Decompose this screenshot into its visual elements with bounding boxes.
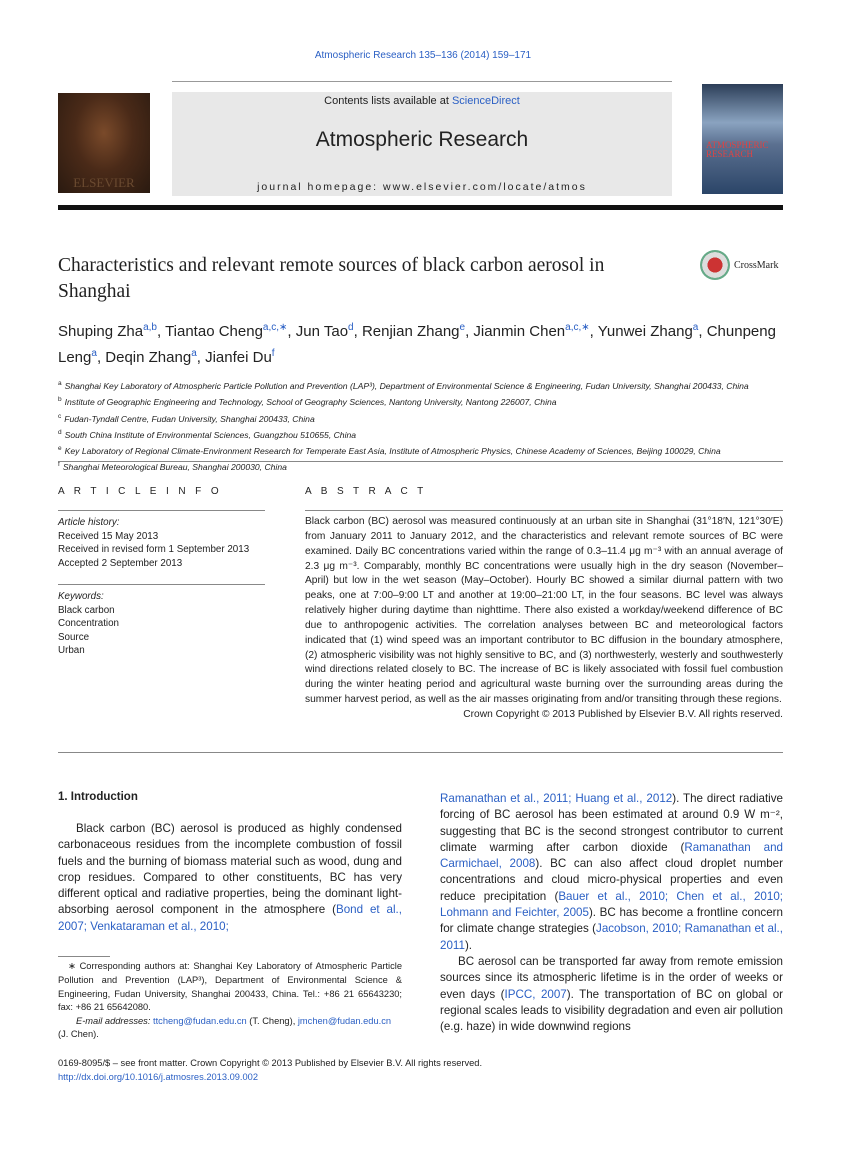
author-list: Shuping Zha$^{a,b}$, Tiantao Cheng$^{a,c,∗}$, Jun Tao$^d$, Renjian Zhang$^e$, Jianmin Chen$^{a,c,∗}$, Yunwei Zhang$^a$, Chunpeng Leng$^a$, Deqin Zhang$^a$, Jianfei Du$^f$ xyxy=(58,322,776,366)
divider xyxy=(305,510,783,511)
author-affiliation-marker[interactable]: a xyxy=(91,348,97,359)
affiliation-marker: b xyxy=(58,396,62,404)
footnote-divider xyxy=(58,956,110,957)
author: Jianfei Du xyxy=(205,349,272,366)
doi-link[interactable]: http://dx.doi.org/10.1016/j.atmosres.2013.09.002 xyxy=(58,1072,259,1082)
author-affiliation-marker[interactable]: e xyxy=(459,322,466,333)
history-revised: Received in revised form 1 September 2013 xyxy=(58,544,250,556)
email-owner: (T. Cheng), xyxy=(246,1015,298,1026)
author-affiliation-marker[interactable]: d xyxy=(348,322,354,333)
left-column xyxy=(58,789,483,1084)
paragraph-text: Black carbon (BC) aerosol is produced as highly condensed carbonaceous residues from the incomplete combustion of fossil fuels and the burning of biomass material such as wood, dung and crop residues. Compared to other constituents, BC has very different optical and radiative properties, being the dominant light-absorbing aerosol component in the atmosphere ( xyxy=(58,822,402,917)
front-matter: 0169-8095/$ – see front matter. Crown Copyright © 2013 Published by Elsevier B.V. All rights reserved. xyxy=(58,1058,483,1068)
divider xyxy=(58,584,265,585)
affiliation-marker: c xyxy=(58,412,62,420)
divider xyxy=(58,461,783,462)
affiliation-marker: a xyxy=(58,380,62,387)
affiliation-text: South China Institute of Environmental Sciences, Guangzhou 510655, China xyxy=(64,429,357,440)
header-thick-rule xyxy=(58,205,783,210)
abstract-copyright: Crown Copyright © 2013 Published by Elsevier B.V. All rights reserved. xyxy=(463,708,783,720)
citation-link[interactable]: Bauer et al., 2010; Chen et al., 2010; Lohmann and Feichter, 2005 xyxy=(440,889,783,920)
affiliation xyxy=(58,377,788,393)
author: Renjian Zhang xyxy=(361,323,460,340)
citation-link[interactable]: IPCC, 2007 xyxy=(504,987,567,1001)
paragraph-text: ). BC has become a frontline concern for climate change strategies ( xyxy=(440,906,783,936)
author-affiliation-marker[interactable]: a,b xyxy=(143,322,157,333)
affiliation-marker: d xyxy=(58,428,62,436)
citation-link[interactable]: Bond et al., 2007; Venkataraman et al., 2010; xyxy=(58,903,402,933)
author: Deqin Zhang xyxy=(105,349,192,366)
paragraph-text: BC aerosol can be transported far away from remote emission sources since its atmospheric lifetime is in the order of weeks or even days ( xyxy=(440,954,783,1001)
divider xyxy=(58,752,783,753)
citation-link[interactable]: Jacobson, 2010; Ramanathan et al., 2011 xyxy=(440,922,783,952)
affiliation-text: Institute of Geographic Engineering and Technology, School of Geography Sciences, Nantong University, Nantong 226007, China xyxy=(64,397,557,408)
abstract-text: Black carbon (BC) aerosol was measured continuously at an urban site in Shanghai (31°18′N, 121°30′E) from January 2011 to January 2012, and the characteristics and relevant remote sources of BC were examined. Daily BC concentrations varied within the range of 0.3–11.4 μg m⁻³ with an annual average of 2.3 μg m⁻³. Comparably, monthly BC concentrations were usually high in the dry season (November–April) but low in the wet season (May–October). Hourly BC showed a similar diurnal pattern with two peaks, one at 7:00–9:00 LT and another at 19:00–21:00 LT, in the four seasons. BC level was always relatively higher during daytime than nighttime. There also existed a workday/weekend difference of BC due to anthropogenic activities. The correlation analyses between BC and meteorological factors indicated that (1) wind speed was an important contributor to BC diffusion in the boundary atmosphere, (2) atmospheric visibility was not highly sensitive to BC, and (3) northwesterly, westerly and southwesterly wind directions related closely to BC. The increase of BC is likely associated with fossil fuel combustion during the winter heating period and agricultural waste burning over the surrounding areas during the summer harvest period, as well as the air masses originating from and/or transiting through these regions. xyxy=(305,516,783,706)
section-heading: 1. Introduction xyxy=(58,791,138,803)
affiliation-marker: f xyxy=(58,461,60,469)
history-received: Received 15 May 2013 xyxy=(58,530,159,542)
citation-link[interactable]: Ramanathan et al., 2011; Huang et al., 2012 xyxy=(440,792,673,805)
intro-paragraph xyxy=(440,954,783,1035)
author: Jianmin Chen xyxy=(473,323,566,340)
keyword: Source xyxy=(58,631,90,643)
author: Yunwei Zhang xyxy=(597,323,693,340)
column-spacer xyxy=(58,935,402,956)
divider xyxy=(58,510,265,511)
history-label: Article history: xyxy=(58,517,120,528)
intro-paragraph xyxy=(440,791,783,954)
keyword: Urban xyxy=(58,645,85,657)
page-footer xyxy=(58,1056,483,1084)
affiliation-text: Shanghai Key Laboratory of Atmospheric Particle Pollution and Prevention (LAP³), Department of Environmental Science & Engineering, Fudan University, Shanghai 200433, China xyxy=(64,380,749,391)
footnote xyxy=(58,960,402,1042)
journal-homepage[interactable]: journal homepage: www.elsevier.com/locate/atmos xyxy=(257,181,587,193)
abstract-body xyxy=(305,515,783,723)
paragraph-text: ). The direct radiative forcing of BC aerosol has been estimated at around 0.9 W m⁻², suggesting that BC is the second strongest contributor to current climate warming after carbon dioxide ( xyxy=(440,792,784,854)
keywords-label: Keywords: xyxy=(58,591,104,602)
header-divider xyxy=(172,81,672,82)
sciencedirect-link[interactable]: ScienceDirect xyxy=(451,95,520,107)
article-history xyxy=(58,516,268,570)
affiliation xyxy=(58,426,788,442)
author: Chunpeng Leng xyxy=(58,323,776,366)
affiliation xyxy=(58,442,788,458)
contents-prefix: Contents lists available at xyxy=(324,95,452,107)
article-title: Characteristics and relevant remote sources of black carbon aerosol in Shanghai xyxy=(58,255,605,302)
author-affiliation-marker[interactable]: a,c,∗ xyxy=(262,322,288,333)
affiliation-text: Fudan-Tyndall Centre, Fudan University, Shanghai 200433, China xyxy=(64,413,315,424)
affiliation-marker: e xyxy=(58,445,62,453)
affiliation-text: Shanghai Meteorological Bureau, Shanghai 200030, China xyxy=(62,462,287,473)
paragraph-text: ). The transportation of BC on global or regional scales leads to visibility degradation and even air pollution (e.g. haze) in wide downwind regions xyxy=(440,987,783,1034)
email-link[interactable]: jmchen@fudan.edu.cn xyxy=(297,1015,392,1026)
citation-link[interactable]: Ramanathan and Carmichael, 2008 xyxy=(440,840,784,871)
corresponding-author-note: ∗ Corresponding authors at: Shanghai Key Laboratory of Atmospheric Particle Pollution and Prevention (LAP³), Department of Environmental Science & Engineering, Fudan University, Shanghai 200433, China. Tel.: +86 21 65643230; fax: +86 21 65642080. xyxy=(58,961,402,1013)
history-accepted: Accepted 2 September 2013 xyxy=(58,557,183,569)
affiliation-list xyxy=(58,377,788,475)
journal-reference-link[interactable]: Atmospheric Research 135–136 (2014) 159–171 xyxy=(314,50,532,61)
elsevier-logo: ELSEVIER xyxy=(58,93,150,193)
author-affiliation-marker[interactable]: f xyxy=(271,348,275,359)
article-info-heading: A R T I C L E I N F O xyxy=(58,486,223,497)
contents-line xyxy=(172,95,672,107)
author: Jun Tao xyxy=(295,323,349,340)
article-header xyxy=(58,253,788,475)
affiliation xyxy=(58,393,788,409)
paragraph-text: ). xyxy=(464,938,473,952)
email-owner: (J. Chen). xyxy=(58,1029,99,1040)
email-label: E-mail addresses: xyxy=(76,1015,151,1026)
intro-paragraph xyxy=(58,821,402,935)
affiliation xyxy=(58,410,788,426)
email-link[interactable]: ttcheng@fudan.edu.cn xyxy=(153,1015,247,1026)
author-affiliation-marker[interactable]: a xyxy=(692,322,699,333)
keyword: Black carbon xyxy=(58,604,115,616)
author-affiliation-marker[interactable]: a xyxy=(191,348,197,359)
keyword: Concentration xyxy=(58,618,119,630)
author-affiliation-marker[interactable]: a,c,∗ xyxy=(565,322,590,333)
affiliation-text: Key Laboratory of Regional Climate-Environment Research for Temperate East Asia, Institute of Atmospheric Physics, Chinese Academy of Sciences, Beijing 100029, China xyxy=(64,445,721,456)
abstract-heading: A B S T R A C T xyxy=(305,486,427,497)
journal-name: Atmospheric Research xyxy=(315,128,529,151)
author: Tiantao Cheng xyxy=(165,323,263,340)
author: Shuping Zha xyxy=(58,323,144,340)
right-column xyxy=(440,791,783,1035)
paragraph-text: ). BC can also affect cloud droplet number concentrations and cloud micro-physical properties and even reduce precipitation ( xyxy=(440,857,783,903)
keywords xyxy=(58,590,268,658)
journal-cover-image: ATMOSPHERIC RESEARCH xyxy=(702,84,783,194)
crossmark-label: CrossMark xyxy=(734,259,779,271)
